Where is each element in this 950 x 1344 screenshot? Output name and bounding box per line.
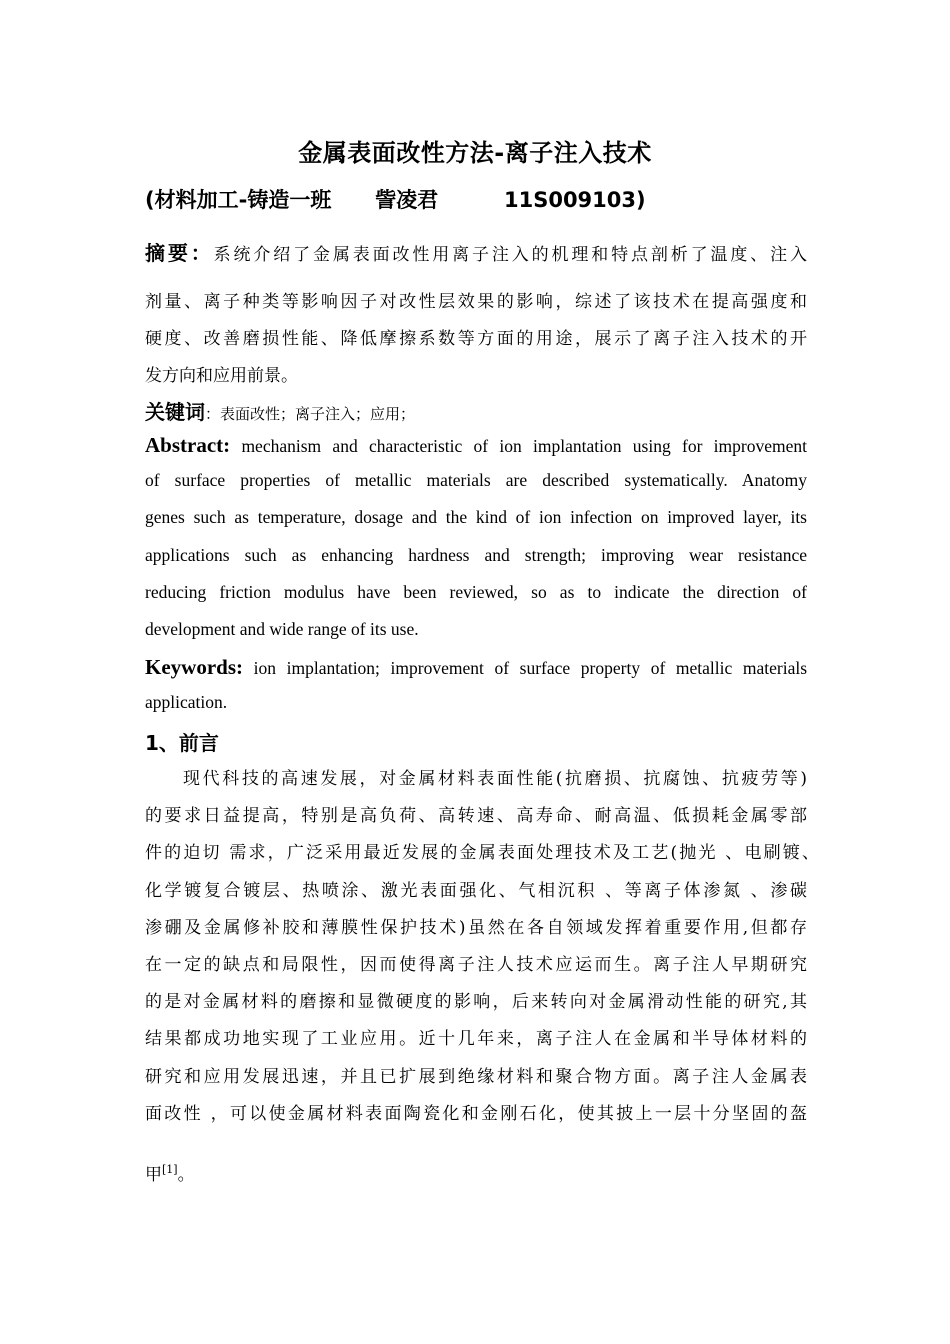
abstract-en-label: Abstract: (145, 433, 231, 457)
abstract-cn-line-2: 剂量、离子种类等影响因子对改性层效果的影响，综述了该技术在提高强度和 (145, 292, 807, 312)
keywords-en-line-1 (145, 655, 807, 680)
abstract-en-line-6: development and wide range of its use. (145, 619, 419, 639)
keywords-cn (145, 396, 807, 425)
abstract-cn-line-1 (145, 237, 807, 266)
keywords-en-label: Keywords: (145, 655, 243, 679)
keywords-cn-colon: ： (205, 405, 221, 423)
keywords-en-text: ion implantation; improvement of surface property of metallic materials (253, 658, 808, 678)
section1-end-punct: 。 (177, 1165, 195, 1185)
abstract-cn-label: 摘要： (145, 241, 214, 265)
abstract-en-line-5: reducing friction modulus have been reviewed, so as to indicate the direction of (145, 582, 807, 602)
citation-ref[interactable]: [1] (162, 1163, 178, 1176)
abstract-en-line-4: applications such as enhancing hardness and strength; improving wear resistance (145, 545, 807, 565)
section1-line-4: 化学镀复合镀层、热喷涂、激光表面强化、气相沉积 、等离子体渗氮 、渗碳 (145, 881, 807, 901)
section1-line-5: 渗硼及金属修补胶和薄膜性保护技术)虽然在各自领域发挥着重要作用,但都存 (145, 918, 807, 938)
section1-last-line (145, 1160, 807, 1185)
abstract-cn-text: 系统介绍了金属表面改性用离子注入的机理和特点剖析了温度、注入 (213, 245, 807, 265)
section1-line-3: 件的迫切 需求，广泛采用最近发展的金属表面处理技术及工艺(抛光 、电刷镀、 (145, 843, 819, 863)
section1-line-6: 在一定的缺点和局限性，因而使得离子注人技术应运而生。离子注人早期研究 (145, 955, 807, 975)
section1-line-10: 面改性 ，可以使金属材料表面陶瓷化和金刚石化，使其披上一层十分坚固的盔 (145, 1104, 807, 1124)
paper-title: 金属表面改性方法-离子注入技术 (298, 139, 652, 167)
abstract-en-line-3: genes such as temperature, dosage and the kind of ion infection on improved layer, its (145, 507, 807, 527)
abstract-en-line-1 (145, 433, 807, 458)
keywords-cn-text: 表面改性；离子注入；应用； (220, 405, 416, 423)
abstract-cn-line-4: 发方向和应用前景。 (145, 366, 298, 386)
section1-line-1: 现代科技的高速发展，对金属材料表面性能(抗磨损、抗腐蚀、抗疲劳等) (183, 769, 807, 789)
section1-line-9: 研究和应用发展迅速，并且已扩展到绝缘材料和聚合物方面。离子注人金属表 (145, 1067, 807, 1087)
section1-line-2: 的要求日益提高，特别是高负荷、高转速、高寿命、耐高温、低损耗金属零部 (145, 806, 807, 826)
section-heading: 1、前言 (145, 731, 219, 755)
abstract-en-text: mechanism and characteristic of ion implantation using for improvement (241, 436, 807, 456)
abstract-en-line-2: of surface properties of metallic materials are described systematically. Anatomy (145, 470, 807, 490)
keywords-cn-label: 关键词 (145, 400, 205, 424)
abstract-cn-line-3: 硬度、改善磨损性能、降低摩擦系数等方面的用途，展示了离子注入技术的开 (145, 329, 807, 349)
section1-line-8: 结果都成功地实现了工业应用。近十几年来，离子注人在金属和半导体材料的 (145, 1029, 807, 1049)
section1-last-text: 甲 (145, 1165, 162, 1185)
author-byline: (材料加工-铸造一班 訾凌君 11S009103) (145, 188, 646, 212)
keywords-en-line-2: application. (145, 692, 228, 712)
section1-line-7: 的是对金属材料的磨擦和显微硬度的影响，后来转向对金属滑动性能的研究,其 (145, 992, 807, 1012)
